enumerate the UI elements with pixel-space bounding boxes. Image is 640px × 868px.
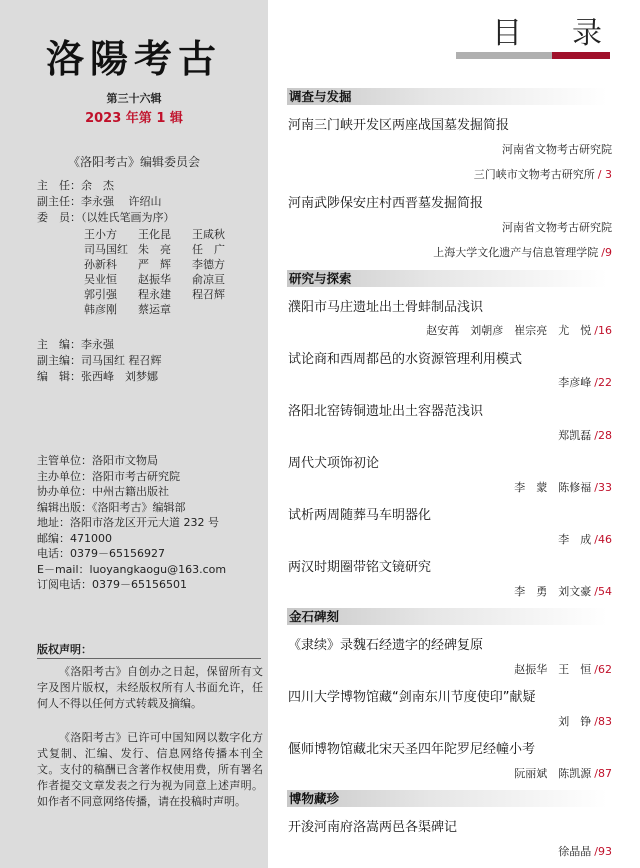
page-number[interactable]: /22 — [594, 376, 612, 389]
member-name: 任 广 — [192, 243, 225, 256]
member-name: 赵振华 — [138, 273, 171, 286]
publication-line: 电话：0379－65156927 — [37, 547, 165, 560]
members-row — [84, 256, 264, 271]
article-title[interactable]: 濮阳市马庄遗址出土骨蚌制品浅识 — [288, 300, 484, 315]
vice-chief-editor: 副主编：司马国红 程召辉 — [37, 354, 162, 367]
section-header — [287, 608, 607, 625]
article-author — [514, 765, 612, 781]
members-row — [84, 286, 264, 301]
section-title: 金石碑刻 — [289, 609, 340, 624]
issue-number: 第三十六辑 — [106, 92, 162, 105]
editorial-sidebar — [0, 0, 268, 868]
article-title[interactable]: 洛阳北窑铸铜遗址出土容器范浅识 — [288, 404, 484, 419]
section-title: 研究与探索 — [289, 271, 352, 286]
committee-title: 《洛阳考古》编辑委员会 — [67, 155, 200, 169]
article-title[interactable]: 河南武陟保安庄村西晋墓发掘简报 — [288, 196, 484, 211]
vice-director: 副主任：李永强 许绍山 — [37, 195, 162, 208]
member-name: 韩彦刚 — [84, 303, 117, 316]
article-author — [514, 583, 612, 599]
section-header — [287, 790, 607, 807]
author-text: 阮丽斌 陈凯源 — [514, 767, 592, 780]
publication-line: 主办单位：洛阳市考古研究院 — [37, 469, 180, 483]
article-author — [502, 141, 612, 157]
page-number[interactable]: /62 — [594, 663, 612, 676]
article-author — [558, 374, 612, 390]
member-name: 郭引强 — [84, 288, 117, 301]
page-number[interactable]: /28 — [594, 429, 612, 442]
publication-line: 主管单位：洛阳市文物局 — [37, 454, 158, 467]
journal-title: 洛陽考古 — [45, 36, 222, 81]
author-text: 赵振华 王 恒 — [514, 663, 592, 676]
author-text: 上海大学文化遗产与信息管理学院 — [433, 246, 599, 259]
article-title[interactable]: 河南三门峡开发区两座战国墓发掘简报 — [288, 118, 510, 133]
page-number[interactable]: /16 — [594, 324, 612, 337]
director: 主 任：余 杰 — [37, 179, 114, 192]
article-title[interactable]: 试论商和西周都邑的水资源管理利用模式 — [288, 352, 523, 367]
member-name: 俞凉亘 — [192, 273, 225, 286]
author-text: 李 成 — [558, 533, 592, 546]
author-text: 李彦峰 — [558, 376, 592, 389]
article-title[interactable]: 四川大学博物馆藏“剑南东川节度使印”献疑 — [288, 690, 536, 705]
members-row — [84, 241, 264, 256]
members-row — [84, 226, 264, 241]
author-text: 李 勇 刘文豪 — [514, 585, 592, 598]
members-row — [84, 271, 264, 286]
members-row — [84, 301, 264, 316]
member-name: 王化昆 — [138, 228, 171, 241]
article-author — [502, 219, 612, 235]
issue-year: 2023 年第 1 辑 — [85, 111, 183, 126]
author-text: 徐晶晶 — [558, 845, 592, 858]
member-name: 孙新科 — [84, 258, 117, 271]
chief-editor: 主 编：李永强 — [37, 338, 114, 351]
author-text: 李 蒙 陈修福 — [514, 481, 592, 494]
member-name: 严 辉 — [138, 258, 171, 271]
page-number[interactable]: /9 — [601, 246, 612, 259]
article-title[interactable]: 开浚河南府洛嵩两邑各渠碑记 — [288, 820, 458, 835]
member-name: 朱 亮 — [138, 243, 171, 256]
editors: 编 辑：张西峰 刘梦娜 — [37, 370, 158, 383]
member-name: 司马国红 — [84, 243, 128, 256]
copyright-title: 版权声明： — [37, 643, 92, 656]
page-number[interactable]: /83 — [594, 715, 612, 728]
author-text: 河南省文物考古研究院 — [502, 221, 612, 234]
article-author — [558, 531, 612, 547]
heading-bar-gray — [456, 52, 552, 59]
article-author — [558, 843, 612, 859]
article-title[interactable]: 《隶续》录魏石经遗字的经碑复原 — [288, 638, 484, 653]
article-title[interactable]: 周代犬项饰初论 — [288, 456, 380, 471]
table-of-contents — [268, 0, 640, 868]
publication-line: 编辑出版：《洛阳考古》编辑部 — [37, 500, 186, 514]
page-number[interactable]: /33 — [594, 481, 612, 494]
author-text: 赵安苒 刘朝彦 崔宗亮 尤 悦 — [426, 324, 592, 337]
article-title[interactable]: 偃师博物馆藏北宋天圣四年陀罗尼经幢小考 — [288, 742, 536, 757]
member-name: 李德方 — [192, 258, 225, 271]
publication-line: 地址：洛阳市洛龙区开元大道 232 号 — [37, 516, 219, 529]
member-name: 程召辉 — [192, 288, 225, 301]
article-author — [558, 427, 612, 443]
author-text: 刘 铮 — [558, 715, 592, 728]
page-number[interactable]: /54 — [594, 585, 612, 598]
article-author — [514, 661, 612, 677]
article-author — [426, 322, 612, 338]
member-name: 王小方 — [84, 228, 117, 241]
email-line: E－mail：luoyangkaogu@163.com — [37, 562, 227, 576]
members-list — [84, 226, 264, 316]
copyright-paragraph: 《洛阳考古》自创办之日起，保留所有文字及图片版权，未经版权所有人书面允许，任何人不得以任何方式转载及摘编。 — [37, 665, 263, 710]
publication-info — [37, 453, 262, 593]
author-text: 郑凯磊 — [558, 429, 592, 442]
article-title[interactable]: 两汉时期圈带铭文镜研究 — [288, 560, 432, 575]
member-name — [192, 301, 246, 316]
page-number[interactable]: / 3 — [597, 168, 612, 181]
publication-line: 订阅电话：0379－65156501 — [37, 578, 187, 591]
article-title[interactable]: 试析两周随葬马车明器化 — [288, 508, 432, 523]
member-name: 吴业恒 — [84, 273, 117, 286]
section-title: 调查与发掘 — [289, 89, 352, 104]
members-label: 委 员：（以姓氏笔画为序） — [37, 211, 175, 224]
publication-line: 邮编：471000 — [37, 531, 112, 545]
author-text: 三门峡市文物考古研究所 — [473, 168, 595, 181]
article-author — [433, 244, 612, 260]
publication-line: 协办单位：中州古籍出版社 — [37, 485, 169, 498]
article-author — [474, 166, 612, 182]
toc-heading: 目 录 — [492, 16, 612, 51]
section-title: 博物藏珍 — [289, 791, 340, 806]
section-header — [287, 270, 607, 287]
copyright-paragraph: 《洛阳考古》已许可中国知网以数字化方式复制、汇编、发行、信息网络传播本刊全文。支付的稿酬已含著作权使用费，所有署名作者提交文章发表之行为视为同意上述声明。如作者不同意网络传播，请在投稿时声明。 — [37, 731, 263, 808]
section-header — [287, 88, 607, 105]
member-name: 蔡运章 — [138, 303, 171, 316]
article-author — [514, 479, 612, 495]
divider — [37, 658, 261, 659]
heading-bar-red — [552, 52, 610, 59]
page-number[interactable]: /87 — [594, 767, 612, 780]
page-number[interactable]: /93 — [594, 845, 612, 858]
member-name: 程永建 — [138, 288, 171, 301]
page-number[interactable]: /46 — [594, 533, 612, 546]
author-text: 河南省文物考古研究院 — [502, 143, 612, 156]
member-name: 王咸秋 — [192, 228, 225, 241]
article-author — [558, 713, 612, 729]
